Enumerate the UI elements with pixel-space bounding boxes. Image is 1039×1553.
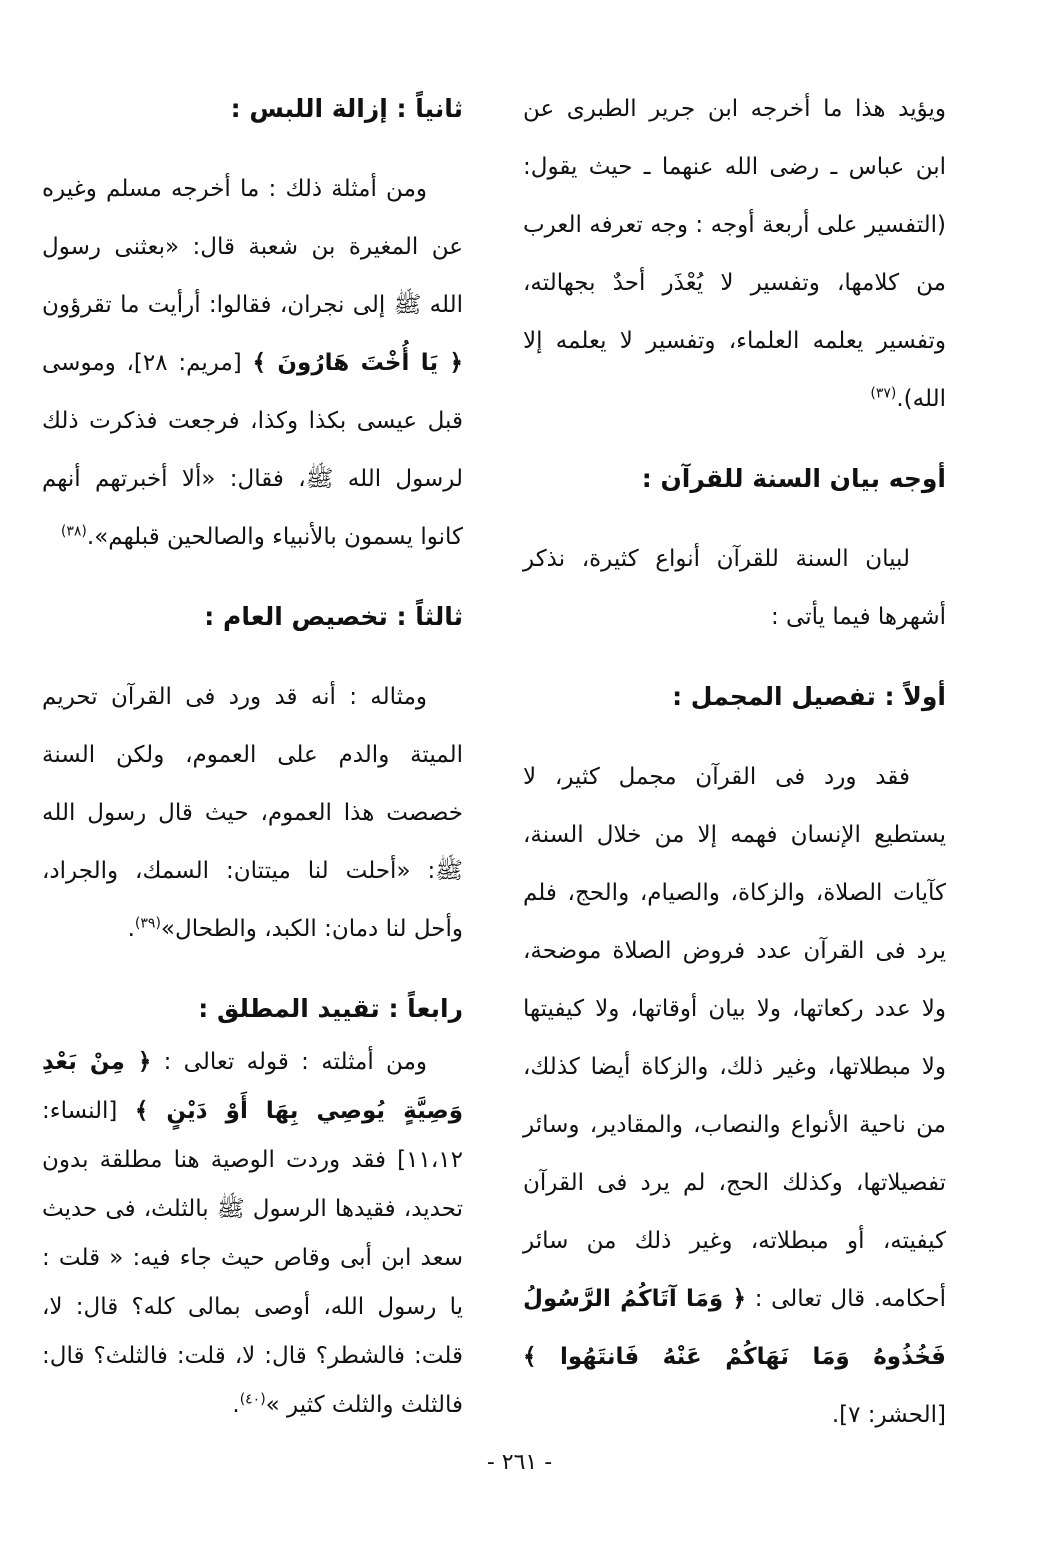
paragraph-sunnah-types: لبيان السنة للقرآن أنواع كثيرة، نذكر أشهرها فيما يأتى : <box>523 546 946 630</box>
footnote-marker: (٣٨) <box>60 523 87 540</box>
quran-verse: ﴿ يَا أُخْتَ هَارُونَ ﴾ <box>252 350 463 376</box>
section-heading-fourth: رابعاً : تقييد المطلق : <box>198 994 463 1023</box>
verse-reference: [الحشر: ٧]. <box>831 1402 946 1428</box>
paragraph-specifying-general: ومثاله : أنه قد ورد فى القرآن تحريم الميتة والدم على العموم، ولكن السنة خصصت هذا العموم، حيث قال رسول الله ﷺ: «أحلت لنا ميتتان: السمك، والجراد، وأحل لنا دمان: الكبد، والطحال»$^{(٣٩)}$. <box>42 684 463 942</box>
left-column <box>42 80 463 1430</box>
footnote-marker: (٣٧) <box>870 385 897 402</box>
section-heading-second: ثانياً : إزالة اللبس : <box>230 94 463 123</box>
section-heading-first: أولاً : تفصيل المجمل : <box>672 682 946 711</box>
footnote-marker: (٣٩) <box>134 915 161 932</box>
page-number: - ٢٦١ - <box>486 1450 553 1475</box>
paragraph-restricting-absolute: ومن أمثلته : قوله تعالى : ﴿ مِنْ بَعْدِ وَصِيَّةٍ يُوصِي بِهَا أَوْ دَيْنٍ ﴾ [النساء: ١١،١٢] فقد وردت الوصية هنا مطلقة بدون تحديد، فقيدها الرسول ﷺ بالثلث، فى حديث سعد ابن أبى وقاص حيث جاء فيه: « قلت : يا رسول الله، أوصى بمالى كله؟ قال: لا، قلت: فالشطر؟ قال: لا، قلت: فالثلث؟ قال: فالثلث والثلث كثير »$^{(٤٠)}$. <box>42 1049 464 1418</box>
paragraph-ibn-jarir: ويؤيد هذا ما أخرجه ابن جرير الطبرى عن ابن عباس ـ رضى الله عنهما ـ حيث يقول: (التفسير على أربعة أوجه : وجه تعرفه العرب من كلامها، وتفسير لا يُعْذَر أحدٌ بجهالته، وتفسير يعلمه العلماء، وتفسير لا يعلمه إلا الله).$^{(٣٧)}$ <box>523 96 946 412</box>
right-column <box>523 80 946 1444</box>
paragraph-detailing-general: فقد ورد فى القرآن مجمل كثير، لا يستطيع الإنسان فهمه إلا من خلال السنة، كآيات الصلاة، والزكاة، والصيام، والحج، فلم يرد فى القرآن عدد فروض الصلاة موضحة، ولا عدد ركعاتها، ولا بيان أوقاتها، ولا كيفيتها ولا مبطلاتها، وغير ذلك، والزكاة أيضا كذلك، من ناحية الأنواع والنصاب، والمقادير، وسائر تفصيلاتها، وكذلك الحج، لم يرد فى القرآن كيفيته، أو مبطلاته، وغير ذلك من سائر أحكامه. قال تعالى : ﴿ وَمَا آتَاكُمُ الرَّسُولُ فَخُذُوهُ وَمَا نَهَاكُمْ عَنْهُ فَانتَهُوا ﴾ [الحشر: ٧]. <box>523 764 947 1428</box>
quran-verse: ﴿ مِنْ بَعْدِ وَصِيَّةٍ يُوصِي بِهَا أَوْ دَيْنٍ ﴾ <box>42 1049 464 1124</box>
quran-verse: ﴿ وَمَا آتَاكُمُ الرَّسُولُ فَخُذُوهُ وَمَا نَهَاكُمْ عَنْهُ فَانتَهُوا ﴾ <box>523 1286 946 1370</box>
footnote-marker: (٤٠) <box>239 1391 266 1408</box>
section-heading-third: ثالثاً : تخصيص العام : <box>204 602 463 631</box>
paragraph-removing-ambiguity: ومن أمثلة ذلك : ما أخرجه مسلم وغيره عن المغيرة بن شعبة قال: «بعثنى رسول الله ﷺ إلى نجران، فقالوا: أرأيت ما تقرؤون ﴿ يَا أُخْتَ هَارُونَ ﴾ [مريم: ٢٨]، وموسى قبل عيسى بكذا وكذا، فرجعت فذكرت ذلك لرسول الله ﷺ، فقال: «ألا أخبرتهم أنهم كانوا يسمون بالأنبياء والصالحين قبلهم».$^{(٣٨)}$ <box>42 176 463 550</box>
section-heading-sunnah-aspects: أوجه بيان السنة للقرآن : <box>641 464 946 493</box>
